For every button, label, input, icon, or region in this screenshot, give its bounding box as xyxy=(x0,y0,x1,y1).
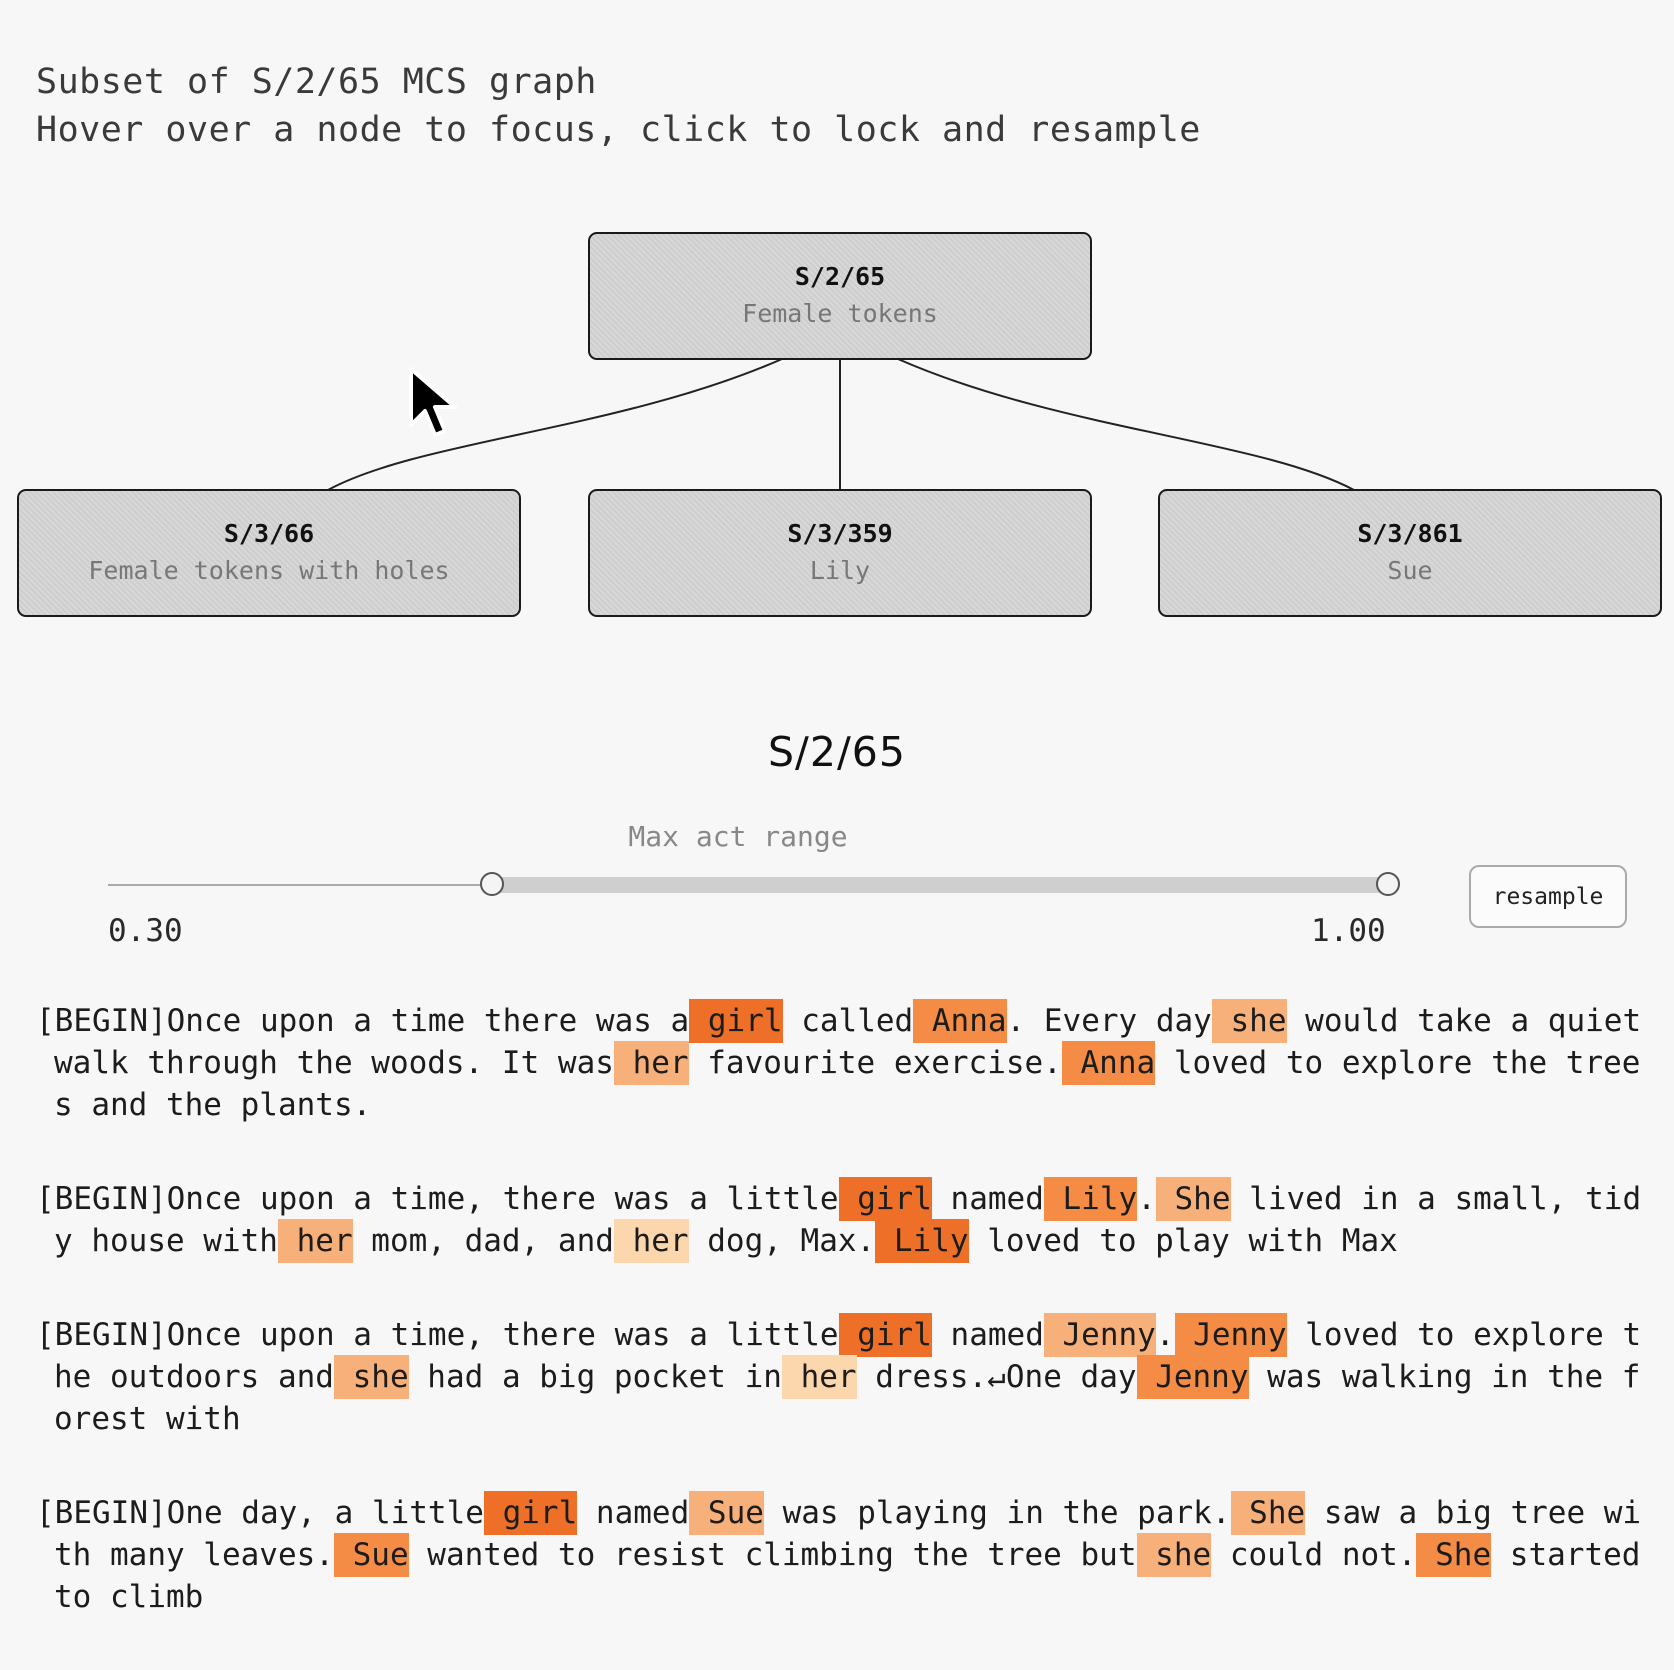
resample-button[interactable]: resample xyxy=(1469,865,1627,928)
slider-label: Max act range xyxy=(628,820,848,853)
node-root[interactable] xyxy=(588,232,1092,360)
token-text: . Every day xyxy=(1006,1003,1212,1039)
highlighted-token[interactable]: her xyxy=(782,1355,857,1399)
token-text: favourite exercise. xyxy=(688,1045,1062,1081)
token-text: saw a big tree with many leaves. xyxy=(54,1495,1642,1573)
token-text: named xyxy=(931,1317,1044,1353)
highlighted-token[interactable]: Anna xyxy=(1062,1041,1155,1085)
node-label: Female tokens with holes xyxy=(88,556,450,585)
token-text: mom, dad, and xyxy=(352,1223,614,1259)
highlighted-token[interactable]: Jenny xyxy=(1044,1313,1156,1357)
highlighted-token[interactable]: Sue xyxy=(334,1533,409,1577)
highlighted-token[interactable]: girl xyxy=(839,1177,932,1221)
token-text: dress.↵One day xyxy=(856,1359,1137,1395)
highlighted-token[interactable]: she xyxy=(334,1355,409,1399)
highlighted-token[interactable]: Sue xyxy=(689,1491,764,1535)
node-id: S/3/359 xyxy=(787,519,893,548)
node-root-id: S/2/65 xyxy=(794,262,886,291)
token-text: was playing in the park. xyxy=(763,1495,1231,1531)
highlighted-token[interactable]: she xyxy=(1137,1533,1212,1577)
token-text: [BEGIN]Once upon a time, there was a little xyxy=(36,1181,839,1217)
token-text: could not. xyxy=(1211,1537,1417,1573)
token-text: named xyxy=(577,1495,690,1531)
node-label: Sue xyxy=(1387,556,1433,585)
token-text: started to climb xyxy=(54,1537,1660,1615)
token-text: loved to explore the trees and the plants. xyxy=(54,1045,1641,1123)
node-id: S/3/66 xyxy=(223,519,315,548)
feature-title: S/2/65 xyxy=(768,728,906,776)
token-text: [BEGIN]Once upon a time, there was a little xyxy=(36,1317,839,1353)
token-text: named xyxy=(931,1181,1044,1217)
slider-max-handle[interactable] xyxy=(1376,872,1400,896)
node-s3-66[interactable] xyxy=(17,489,521,617)
token-text: had a big pocket in xyxy=(408,1359,782,1395)
range-min-value: 0.30 xyxy=(108,913,183,949)
edge-root-to-s3-861 xyxy=(898,359,1354,490)
token-text: [BEGIN]Once upon a time there was a xyxy=(36,1003,690,1039)
highlighted-token[interactable]: her xyxy=(278,1219,353,1263)
mouse-pointer-icon xyxy=(407,365,463,445)
edge-root-to-s3-66 xyxy=(328,359,782,490)
graph-title: Subset of S/2/65 MCS graph xyxy=(36,62,597,102)
range-max-value: 1.00 xyxy=(1311,913,1386,949)
highlighted-token[interactable]: she xyxy=(1212,999,1287,1043)
node-s3-359[interactable] xyxy=(588,489,1092,617)
highlighted-token[interactable]: Lily xyxy=(1044,1177,1137,1221)
sample-list xyxy=(36,1000,1660,1670)
token-text: loved to play with Max xyxy=(968,1223,1398,1259)
token-text: wanted to resist climbing the tree but xyxy=(408,1537,1137,1573)
highlighted-token[interactable]: girl xyxy=(689,999,782,1043)
token-text: [BEGIN]One day, a little xyxy=(36,1495,484,1531)
node-root-label: Female tokens xyxy=(742,299,938,328)
sample-text xyxy=(36,1000,1660,1126)
highlighted-token[interactable]: girl xyxy=(839,1313,932,1357)
token-text: was walking in the forest with xyxy=(54,1359,1641,1437)
highlighted-token[interactable]: She xyxy=(1156,1177,1231,1221)
highlighted-token[interactable]: Jenny xyxy=(1137,1355,1249,1399)
token-text: lived in a small xyxy=(1230,1181,1548,1217)
token-text: would take a quiet walk through the woods. It was xyxy=(54,1003,1660,1081)
token-text: dog, Max. xyxy=(688,1223,876,1259)
sample-text xyxy=(36,1314,1656,1440)
sample-text xyxy=(36,1492,1660,1618)
header xyxy=(36,58,1201,154)
token-text: . xyxy=(1137,1181,1156,1217)
highlighted-token[interactable]: She xyxy=(1231,1491,1306,1535)
highlighted-token[interactable]: her xyxy=(614,1219,689,1263)
highlighted-token[interactable]: girl xyxy=(484,1491,577,1535)
token-text: . xyxy=(1155,1317,1175,1353)
highlighted-token[interactable]: Anna xyxy=(913,999,1006,1043)
node-label: Lily xyxy=(809,556,871,585)
node-id: S/3/861 xyxy=(1357,519,1463,548)
highlighted-token[interactable]: Lily xyxy=(875,1219,968,1263)
slider-min-handle[interactable] xyxy=(480,872,504,896)
token-text: called xyxy=(782,1003,914,1039)
slider-selected-range[interactable] xyxy=(492,877,1388,893)
graph-instructions: Hover over a node to focus, click to lock and resample xyxy=(36,110,1201,150)
highlighted-token[interactable]: She xyxy=(1416,1533,1491,1577)
highlighted-token[interactable]: her xyxy=(614,1041,689,1085)
token-text: loved to explore the outdoors and xyxy=(54,1317,1642,1395)
sample-text xyxy=(36,1178,1656,1262)
node-s3-861[interactable] xyxy=(1158,489,1662,617)
highlighted-token[interactable]: Jenny xyxy=(1175,1313,1287,1357)
token-text: , tidy house with xyxy=(54,1181,1642,1259)
